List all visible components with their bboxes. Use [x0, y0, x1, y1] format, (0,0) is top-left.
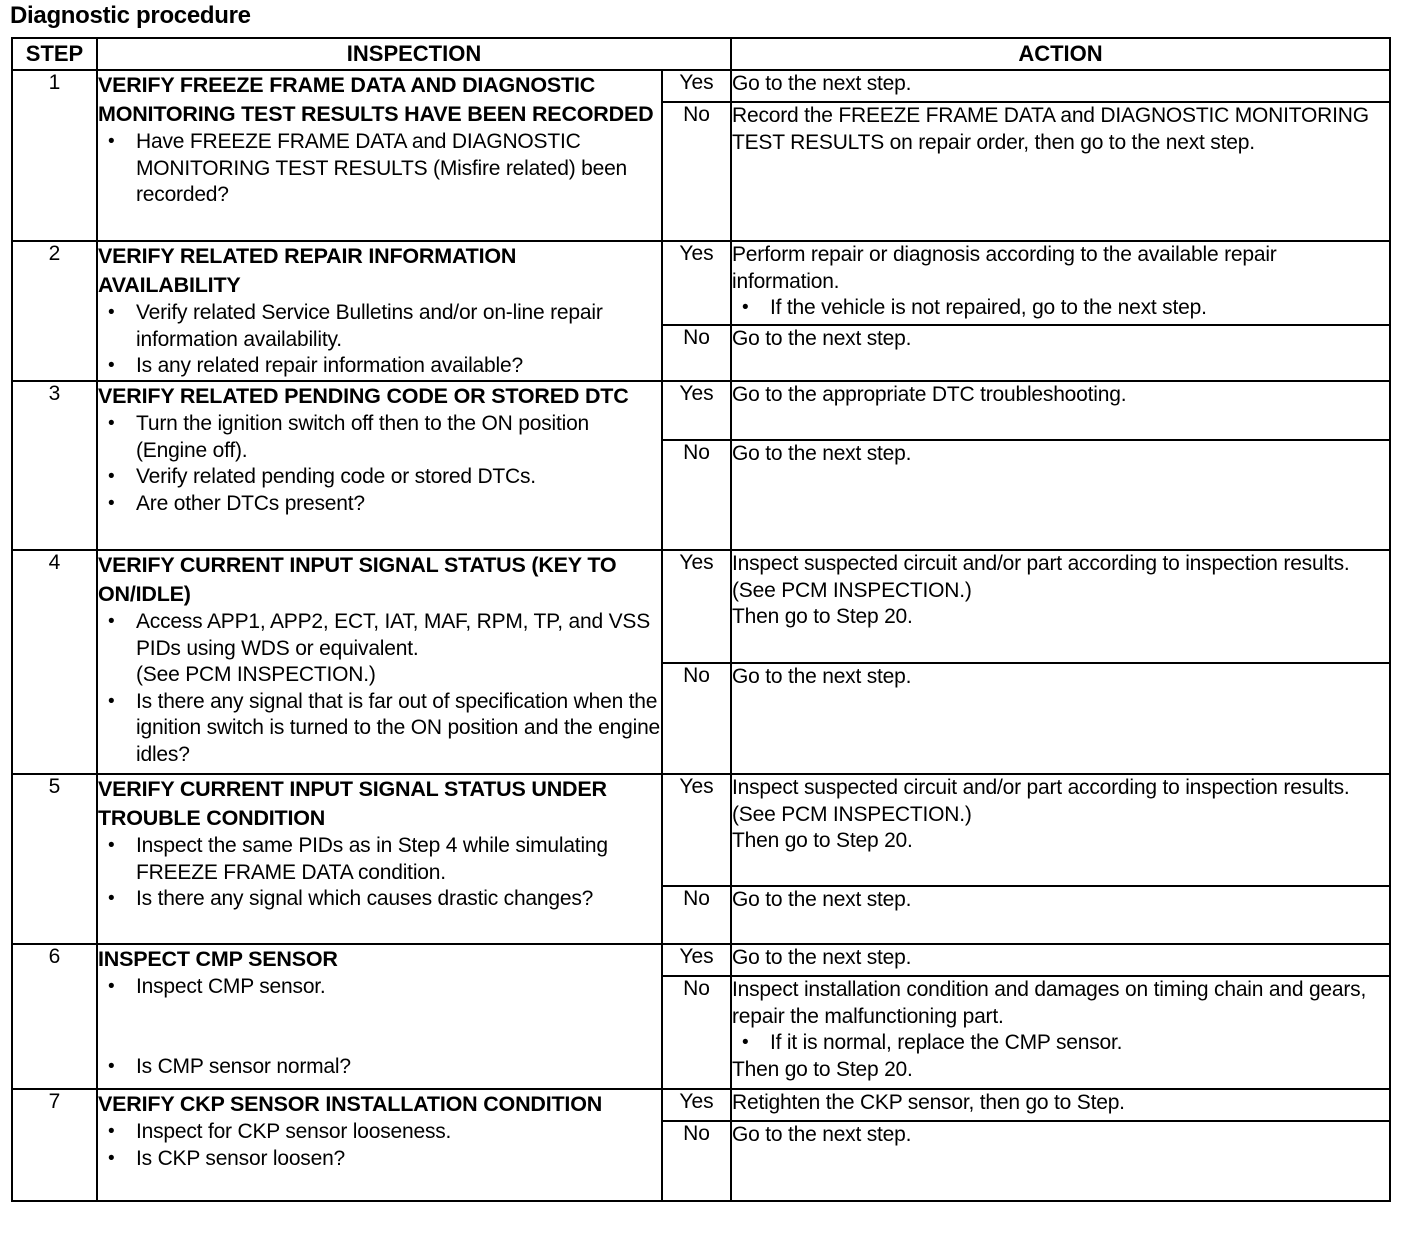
yes-action: Go to the next step.: [731, 70, 1390, 102]
inspection-item: • Is any related repair information available?: [98, 353, 661, 380]
inspection-title: INSPECT CMP SENSOR: [98, 947, 338, 971]
yes-action: Inspect suspected circuit and/or part according to inspection results.: [732, 776, 1350, 799]
inspection-item-text: Access APP1, APP2, ECT, IAT, MAF, RPM, TP, and VSS PIDs using WDS or equivalent.: [136, 610, 651, 660]
action-bullet: • If it is normal, replace the CMP sensor.: [732, 1030, 1389, 1057]
step-number: 4: [12, 550, 97, 774]
yes-label: Yes: [662, 774, 731, 886]
inspection-header: INSPECTION: [97, 38, 731, 70]
step-number: 6: [12, 944, 97, 1089]
page-title: Diagnostic procedure: [10, 2, 251, 29]
yes-action-cell: [731, 241, 1390, 325]
yes-note: (See PCM INSPECTION.): [732, 802, 972, 826]
inspection-title: VERIFY CKP SENSOR INSTALLATION CONDITION: [98, 1092, 603, 1116]
inspection-cell: [97, 241, 662, 381]
step-number: 1: [12, 70, 97, 241]
inspection-item: • Have FREEZE FRAME DATA and DIAGNOSTIC MONITORING TEST RESULTS (Misfire related) been recorded?: [98, 129, 661, 209]
yes-label: Yes: [662, 944, 731, 976]
step-row-7: [12, 1089, 1390, 1121]
step-row-5: [12, 774, 1390, 886]
step-row-2: [12, 241, 1390, 325]
inspection-cell: [97, 944, 662, 1089]
no-action: Go to the next step.: [731, 325, 1390, 381]
yes-label: Yes: [662, 381, 731, 440]
step-number: 5: [12, 774, 97, 944]
no-label: No: [662, 1121, 731, 1201]
inspection-list: [98, 974, 661, 1080]
inspection-list: [98, 411, 661, 517]
no-label: No: [662, 976, 731, 1089]
inspection-item: • Are other DTCs present?: [98, 491, 661, 518]
inspection-cell: [97, 774, 662, 944]
inspection-list: [98, 609, 661, 768]
inspection-item: [98, 609, 661, 689]
no-action: Record the FREEZE FRAME DATA and DIAGNOSTIC MONITORING TEST RESULTS on repair order, then go to the next step.: [731, 102, 1390, 241]
inspection-item: • Is there any signal that is far out of specification when the ignition switch is turned to the ON position and the engine idles?: [98, 689, 661, 769]
yes-label: Yes: [662, 70, 731, 102]
inspection-list: [98, 300, 661, 380]
no-label: No: [662, 886, 731, 944]
yes-label: Yes: [662, 241, 731, 325]
inspection-cell: [97, 70, 662, 241]
inspection-item: • Turn the ignition switch off then to the ON position (Engine off).: [98, 411, 661, 464]
inspection-list: [98, 1119, 661, 1172]
no-action: Go to the next step.: [731, 440, 1390, 550]
no-action: Inspect installation condition and damages on timing chain and gears, repair the malfunctioning part.: [732, 978, 1367, 1028]
yes-action-cell: [731, 550, 1390, 663]
yes-then: Then go to Step 20.: [732, 829, 913, 852]
inspection-item: • Verify related pending code or stored DTCs.: [98, 464, 661, 491]
yes-action: Go to the next step.: [731, 944, 1390, 976]
no-label: No: [662, 663, 731, 774]
inspection-item: • Inspect the same PIDs as in Step 4 while simulating FREEZE FRAME DATA condition.: [98, 833, 661, 886]
no-label: No: [662, 102, 731, 241]
action-list: [732, 1030, 1389, 1057]
no-label: No: [662, 325, 731, 381]
no-action: Go to the next step.: [731, 663, 1390, 774]
inspection-list: [98, 833, 661, 913]
step-row-4: [12, 550, 1390, 663]
inspection-item: • Is CMP sensor normal?: [98, 1054, 661, 1081]
inspection-list: [98, 129, 661, 209]
step-header: STEP: [12, 38, 97, 70]
inspection-title: VERIFY RELATED PENDING CODE OR STORED DTC: [98, 384, 629, 408]
step-number: 2: [12, 241, 97, 381]
step-number: 3: [12, 381, 97, 550]
yes-action: Go to the appropriate DTC troubleshooting.: [731, 381, 1390, 440]
no-label: No: [662, 440, 731, 550]
action-bullet: • If the vehicle is not repaired, go to the next step.: [732, 295, 1389, 322]
step-row-1: [12, 70, 1390, 102]
inspection-note: (See PCM INSPECTION.): [136, 663, 376, 686]
no-then: Then go to Step 20.: [732, 1057, 913, 1081]
yes-label: Yes: [662, 550, 731, 663]
inspection-title: VERIFY FREEZE FRAME DATA AND DIAGNOSTIC MONITORING TEST RESULTS HAVE BEEN RECORDED: [98, 73, 654, 126]
inspection-item: • Inspect CMP sensor.: [98, 974, 661, 1001]
inspection-item: • Inspect for CKP sensor looseness.: [98, 1119, 661, 1146]
no-action-cell: [731, 976, 1390, 1089]
step-row-6: [12, 944, 1390, 976]
inspection-item: • Is there any signal which causes drastic changes?: [98, 886, 661, 913]
yes-note: (See PCM INSPECTION.): [732, 578, 972, 602]
action-header: ACTION: [731, 38, 1390, 70]
inspection-item: • Verify related Service Bulletins and/or on-line repair information availability.: [98, 300, 661, 353]
inspection-cell: [97, 381, 662, 550]
action-list: [732, 295, 1389, 322]
yes-action: Retighten the CKP sensor, then go to Step.: [731, 1089, 1390, 1121]
inspection-title: VERIFY CURRENT INPUT SIGNAL STATUS (KEY TO ON/IDLE): [98, 553, 617, 606]
no-action: Go to the next step.: [731, 1121, 1390, 1201]
yes-label: Yes: [662, 1089, 731, 1121]
inspection-title: VERIFY RELATED REPAIR INFORMATION AVAILABILITY: [98, 244, 517, 297]
inspection-item: • Is CKP sensor loosen?: [98, 1146, 661, 1173]
inspection-cell: [97, 550, 662, 774]
step-row-3: [12, 381, 1390, 440]
header-row: [12, 38, 1390, 70]
yes-action: Perform repair or diagnosis according to the available repair information.: [732, 243, 1277, 293]
yes-action: Inspect suspected circuit and/or part according to inspection results.: [732, 552, 1350, 575]
step-number: 7: [12, 1089, 97, 1201]
inspection-title: VERIFY CURRENT INPUT SIGNAL STATUS UNDER TROUBLE CONDITION: [98, 777, 607, 830]
diagnostic-table: [11, 37, 1391, 1202]
inspection-cell: [97, 1089, 662, 1201]
no-action: Go to the next step.: [731, 886, 1390, 944]
yes-action-cell: [731, 774, 1390, 886]
yes-then: Then go to Step 20.: [732, 605, 913, 628]
